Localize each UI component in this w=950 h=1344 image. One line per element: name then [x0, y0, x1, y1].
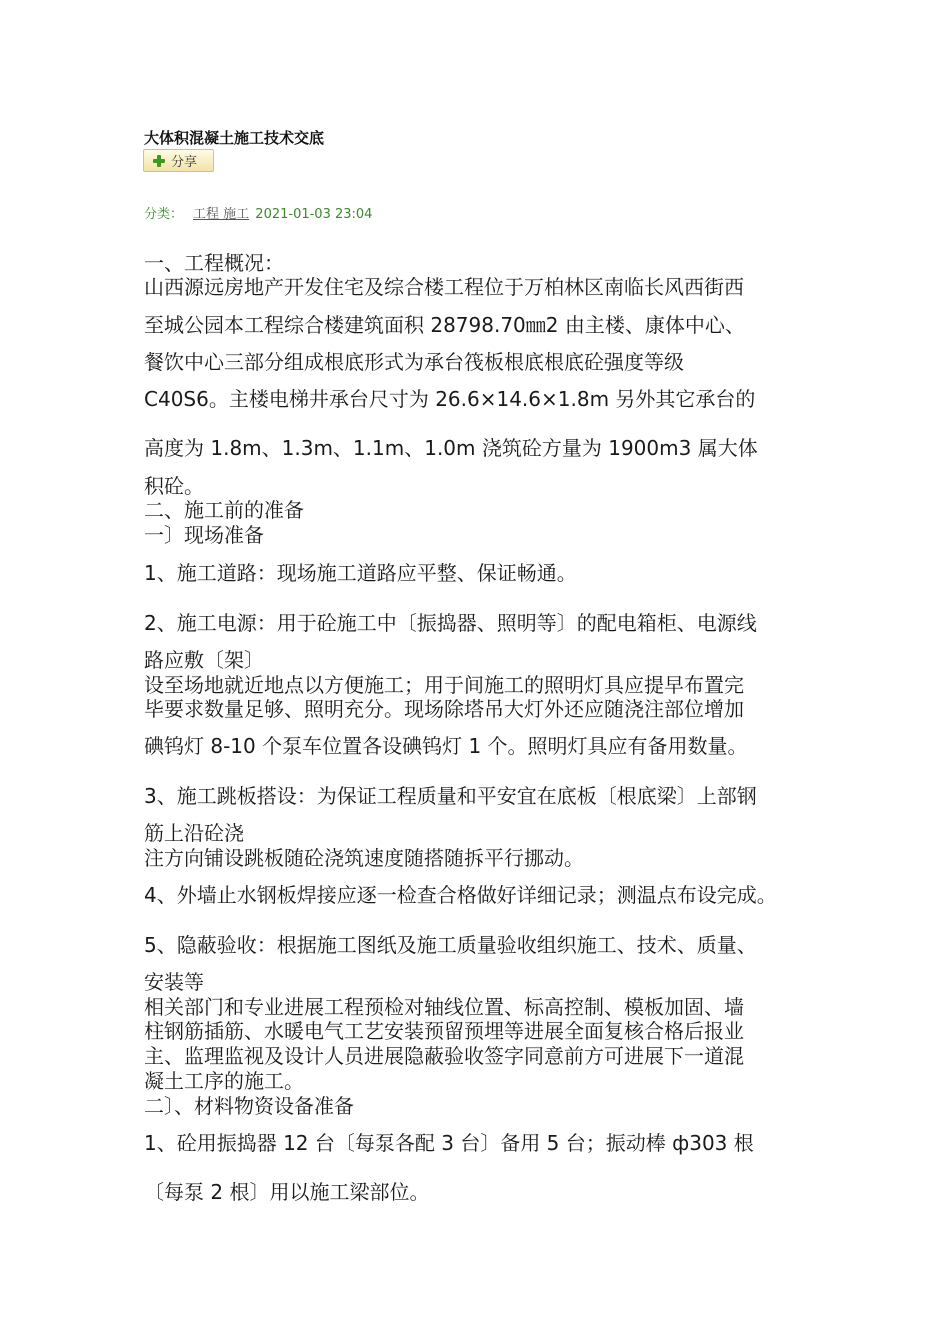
paragraph-line: 安装等 [144, 970, 204, 994]
paragraph-line: 路应敷〔架〕 [144, 648, 264, 672]
paragraph-line: 3、施工跳板搭设：为保证工程质量和平安宜在底板〔根底梁〕上部钢 [144, 784, 757, 808]
post-date: 2021-01-03 23:04 [255, 207, 373, 222]
section-heading: 一、工程概况： [144, 251, 284, 275]
paragraph-line: 柱钢筋插筋、水暖电气工艺安装预留预埋等进展全面复核合格后报业 [144, 1019, 744, 1043]
paragraph-line: 2、施工电源：用于砼施工中〔振捣器、照明等〕的配电箱柜、电源线 [144, 611, 757, 635]
paragraph-line: 餐饮中心三部分组成根底形式为承台筏板根底根底砼强度等级 [144, 350, 684, 374]
section-heading: 二、施工前的准备 [144, 498, 304, 522]
paragraph-line: 凝土工序的施工。 [144, 1069, 304, 1093]
paragraph-line: 设至场地就近地点以方便施工；用于间施工的照明灯具应提早布置完 [144, 673, 744, 697]
paragraph-line: 碘钨灯 8-10 个泵车位置各设碘钨灯 1 个。照明灯具应有备用数量。 [144, 734, 748, 758]
category-label: 分类： [144, 207, 184, 222]
subsection-heading: 一〕现场准备 [144, 523, 264, 547]
paragraph-line: 高度为 1.8m、1.3m、1.1m、1.0m 浇筑砼方量为 1900m3 属大体 [144, 436, 758, 460]
plus-icon [152, 154, 166, 168]
paragraph-line: 1、砼用振捣器 12 台〔每泵各配 3 台〕备用 5 台；振动棒 ф303 根 [144, 1131, 754, 1155]
paragraph-line: 5、隐蔽验收：根据施工图纸及施工质量验收组织施工、技术、质量、 [144, 933, 757, 957]
paragraph-line: 主、监理监视及设计人员进展隐蔽验收签字同意前方可进展下一道混 [144, 1044, 744, 1068]
paragraph-line: 毕要求数量足够、照明充分。现场除塔吊大灯外还应随浇注部位增加 [144, 697, 744, 721]
category-link[interactable]: 工程 施工 [193, 207, 250, 222]
paragraph-line: C40S6。主楼电梯井承台尺寸为 26.6×14.6×1.8m 另外其它承台的 [144, 387, 756, 411]
paragraph-line: 相关部门和专业进展工程预检对轴线位置、标高控制、模板加固、墙 [144, 995, 744, 1019]
paragraph-line: 1、施工道路：现场施工道路应平整、保证畅通。 [144, 561, 577, 585]
document-title: 大体积混凝土施工技术交底 [144, 129, 325, 147]
paragraph-line: 山西源远房地产开发住宅及综合楼工程位于万柏林区南临长风西街西 [144, 275, 744, 299]
paragraph-line: 〔每泵 2 根〕用以施工梁部位。 [144, 1180, 430, 1204]
paragraph-line: 积砼。 [144, 474, 204, 498]
paragraph-line: 至城公园本工程综合楼建筑面积 28798.70㎜2 由主楼、康体中心、 [144, 313, 745, 337]
paragraph-line: 注方向铺设跳板随砼浇筑速度随搭随拆平行挪动。 [144, 846, 584, 870]
share-button[interactable] [143, 149, 214, 172]
paragraph-line: 4、外墙止水钢板焊接应逐一检查合格做好详细记录；测温点布设完成。 [144, 883, 777, 907]
subsection-heading: 二〕、材料物资设备准备 [144, 1094, 354, 1118]
paragraph-line: 筋上沿砼浇 [144, 821, 244, 845]
share-label: 分享 [171, 155, 198, 170]
post-meta [144, 203, 372, 222]
